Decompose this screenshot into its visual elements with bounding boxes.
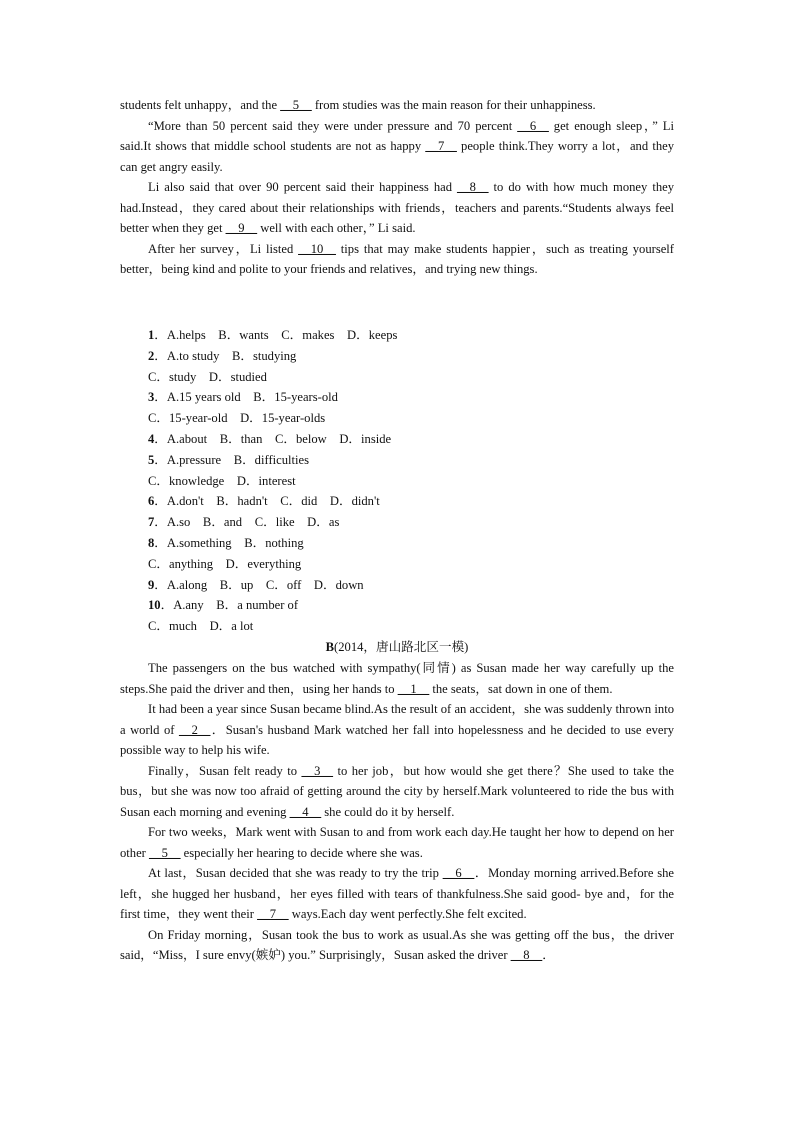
paragraph-text: At last，Susan decided that she was ready to try the trip xyxy=(148,866,443,880)
option-text: ．A.any B．a number of xyxy=(160,598,299,613)
paragraph-text: Li also said that over 90 percent said their happiness had xyxy=(148,180,458,194)
blank-number: __9__ xyxy=(225,221,258,235)
blank-number: __6__ xyxy=(517,118,549,133)
option-line xyxy=(148,367,598,388)
question-number: 10 xyxy=(148,598,161,613)
paragraph-text: people think.They worry a lot，and they can get angry easily. xyxy=(120,139,675,174)
question-number: 8 xyxy=(148,535,155,550)
option-text: ．A.don't B．hadn't C．did D．didn't xyxy=(154,494,380,509)
option-line xyxy=(148,616,598,637)
question-number: 7 xyxy=(148,515,155,530)
option-text: C．15-year-old D．15-year-olds xyxy=(148,411,326,426)
paragraph-text: get enough sleep，” Li said.It shows that middle school students are not as happy xyxy=(120,118,674,153)
option-text: C．anything D．everything xyxy=(148,556,302,571)
passage-b xyxy=(120,658,674,966)
option-line xyxy=(148,325,598,346)
paragraph-text: well with each other，” Li said. xyxy=(257,221,416,235)
option-text: ．A.helps B．wants C．makes D．keeps xyxy=(154,328,398,342)
paragraph-text: “More than 50 percent said they were under pressure and 70 percent xyxy=(148,118,518,133)
option-line xyxy=(148,471,598,492)
question-number: 5 xyxy=(148,452,155,467)
paragraph xyxy=(120,239,674,280)
option-text: ．A.so B．and C．like D．as xyxy=(154,515,340,530)
question-number: 4 xyxy=(148,431,155,446)
option-text: ．A.to study B．studying xyxy=(154,348,297,363)
question-number: 1 xyxy=(148,328,155,342)
section-b-heading xyxy=(120,637,674,657)
paragraph xyxy=(120,116,674,178)
paragraph xyxy=(120,863,674,925)
blank-number: __7__ xyxy=(257,907,289,921)
option-text: ．A.pressure B．difficulties xyxy=(154,452,310,467)
paragraph-text: Finally，Susan felt ready to xyxy=(148,763,302,778)
blank-number: __5__ xyxy=(280,98,312,112)
option-line xyxy=(148,408,598,429)
blank-number: __2__ xyxy=(178,722,211,737)
blank-number: __6__ xyxy=(442,866,475,880)
question-number: 6 xyxy=(148,494,155,509)
paragraph xyxy=(120,761,674,823)
option-text: C．much D．a lot xyxy=(148,619,254,634)
option-text: ．A.something B．nothing xyxy=(154,535,304,550)
option-line xyxy=(148,450,598,471)
paragraph-text: It had been a year since Susan became blind.As the result of an accident，she was suddenly thrown into a world of xyxy=(120,702,674,737)
blank-number: __10__ xyxy=(298,241,336,256)
answer-options-list xyxy=(148,325,598,637)
option-text: ．A.along B．up C．off D．down xyxy=(154,577,364,592)
paragraph-text: On Friday morning，Susan took the bus to work as usual.As she was getting off the bus，the driver said，“Miss，I sure envy(嫉妒) you.” Surprisingly，Susan asked the driver xyxy=(120,927,674,962)
option-line xyxy=(148,575,598,596)
option-text: ．A.15 years old B．15-years-old xyxy=(154,390,338,405)
option-line xyxy=(148,429,598,450)
blank-number: __3__ xyxy=(301,763,333,778)
blank-number: __1__ xyxy=(397,681,430,696)
option-line xyxy=(148,595,598,616)
option-line xyxy=(148,491,598,512)
question-number: 2 xyxy=(148,348,155,363)
option-text: C．study D．studied xyxy=(148,369,267,384)
question-number: 3 xyxy=(148,390,155,405)
option-text: C．knowledge D．interest xyxy=(148,473,296,488)
passage-a-continuation xyxy=(120,95,674,280)
paragraph-text: ． xyxy=(542,948,555,962)
option-text: ．A.about B．than C．below D．inside xyxy=(154,431,392,446)
paragraph-text: to do with how much money they had.Instead，they cared about their relationships with friends，teachers and parents.“Students always feel better when they get xyxy=(120,180,675,235)
paragraph xyxy=(120,822,674,863)
option-line xyxy=(148,533,598,554)
paragraph-text: For two weeks，Mark went with Susan to and from work each day.He taught her how to depend on her other xyxy=(120,825,674,860)
blank-number: __7__ xyxy=(425,139,457,153)
paragraph-text: The passengers on the bus watched with sympathy(同情) as Susan made her way carefully up the steps.She paid the driver and then，using her hands to xyxy=(120,661,674,696)
paragraph-text: ways.Each day went perfectly.She felt excited. xyxy=(288,907,527,921)
paragraph-text: to her job，but how would she get there？She used to take the bus，but she was now too afraid of getting around the city by herself.Mark volunteered to ride the bus with Susan each morning and evening xyxy=(120,763,674,819)
paragraph-text: from studies was the main reason for their unhappiness. xyxy=(311,98,596,112)
blank-number: __4__ xyxy=(289,804,322,819)
paragraph-text: students felt unhappy，and the xyxy=(120,98,281,112)
blank-number: __8__ xyxy=(510,948,543,962)
option-line xyxy=(148,387,598,408)
paragraph xyxy=(120,177,674,239)
paragraph-text: ．Susan's husband Mark watched her fall into hopelessness and he decided to use every possible way to help his wife. xyxy=(120,722,674,757)
paragraph xyxy=(120,925,674,966)
section-source: (2014，唐山路北区一模) xyxy=(334,640,469,654)
blank-number: __8__ xyxy=(457,180,489,194)
option-line xyxy=(148,554,598,575)
paragraph xyxy=(120,699,674,761)
paragraph-text: tips that may make students happier，such as treating yourself better，being kind and polite to your friends and relatives，and trying new things. xyxy=(120,241,675,276)
option-line xyxy=(148,346,598,367)
paragraph-text: ．Monday morning arrived.Before she left，she hugged her husband，her eyes filled with tears of thankfulness.She said good- bye and，for the first time，they went their xyxy=(120,866,674,921)
section-letter: B xyxy=(325,640,335,654)
paragraph-text: After her survey，Li listed xyxy=(148,241,299,256)
paragraph-text: especially her hearing to decide where she was. xyxy=(180,845,423,860)
blank-number: __5__ xyxy=(149,845,181,860)
option-line xyxy=(148,512,598,533)
paragraph xyxy=(120,658,674,699)
question-number: 9 xyxy=(148,577,155,592)
paragraph-text: the seats，sat down in one of them. xyxy=(429,681,613,696)
paragraph xyxy=(120,95,674,116)
paragraph-text: she could do it by herself. xyxy=(321,804,455,819)
